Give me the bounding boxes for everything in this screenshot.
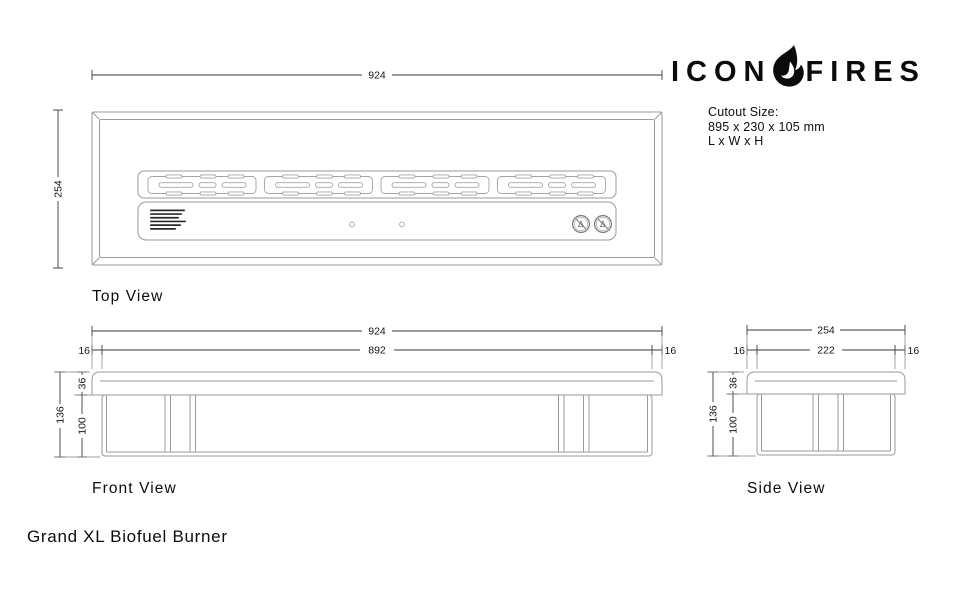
brand-logo bbox=[671, 44, 926, 87]
burner-slot-group bbox=[265, 175, 373, 195]
side-view-body-height-dim: 100 bbox=[727, 416, 740, 434]
front-view-right-inset-dim: 16 bbox=[664, 344, 677, 357]
logo-word-fires: FIRES bbox=[805, 56, 926, 88]
prohibition-icon bbox=[573, 216, 590, 233]
flame-icon bbox=[768, 44, 806, 90]
front-view-body-height-dim: 100 bbox=[76, 417, 89, 435]
front-view-lip-height-dim: 36 bbox=[76, 377, 89, 390]
front-view-left-inset-dim: 16 bbox=[78, 344, 90, 357]
front-view-inner-width-dim: 892 bbox=[368, 344, 386, 357]
burner-slot-groups bbox=[148, 175, 606, 195]
front-view-width-dim: 924 bbox=[368, 325, 386, 338]
side-view-right-inset-dim: 16 bbox=[907, 344, 920, 357]
fine-print-text-block bbox=[150, 210, 186, 230]
control-panel bbox=[138, 202, 616, 240]
side-view-label: Side View bbox=[747, 480, 826, 497]
front-view-drawing bbox=[92, 372, 662, 456]
product-title: Grand XL Biofuel Burner bbox=[27, 527, 228, 546]
front-view-extension-lines bbox=[54, 336, 662, 457]
side-view-left-inset-dim: 16 bbox=[733, 344, 745, 357]
panel-hole bbox=[350, 222, 355, 227]
top-view-drawing bbox=[92, 112, 662, 265]
cutout-size-title: Cutout Size: bbox=[708, 105, 779, 119]
top-view-depth-dim: 254 bbox=[52, 180, 65, 198]
logo-word-icon: ICON bbox=[671, 56, 772, 88]
side-view-lip-height-dim: 36 bbox=[727, 377, 740, 389]
side-view-width-dim: 254 bbox=[817, 324, 835, 337]
side-view-height-dim: 136 bbox=[707, 405, 720, 423]
cutout-size-legend: L x W x H bbox=[708, 134, 764, 148]
top-view-width-dim: 924 bbox=[368, 69, 386, 82]
top-view-dimensions bbox=[53, 70, 662, 268]
side-view-drawing bbox=[747, 372, 905, 455]
cutout-size-note bbox=[708, 105, 825, 149]
front-view-dimensions bbox=[55, 326, 662, 457]
top-view-label: Top View bbox=[92, 288, 164, 305]
burner-slot-group bbox=[498, 175, 606, 195]
prohibition-icon bbox=[595, 216, 612, 233]
front-view-height-dim: 136 bbox=[54, 406, 67, 424]
cutout-size-dimensions: 895 x 230 x 105 mm bbox=[708, 119, 825, 134]
panel-hole bbox=[400, 222, 405, 227]
burner-slot-group bbox=[148, 175, 256, 195]
front-view-label: Front View bbox=[92, 480, 177, 497]
side-view-inner-width-dim: 222 bbox=[817, 344, 835, 357]
burner-slot-group bbox=[381, 175, 489, 195]
